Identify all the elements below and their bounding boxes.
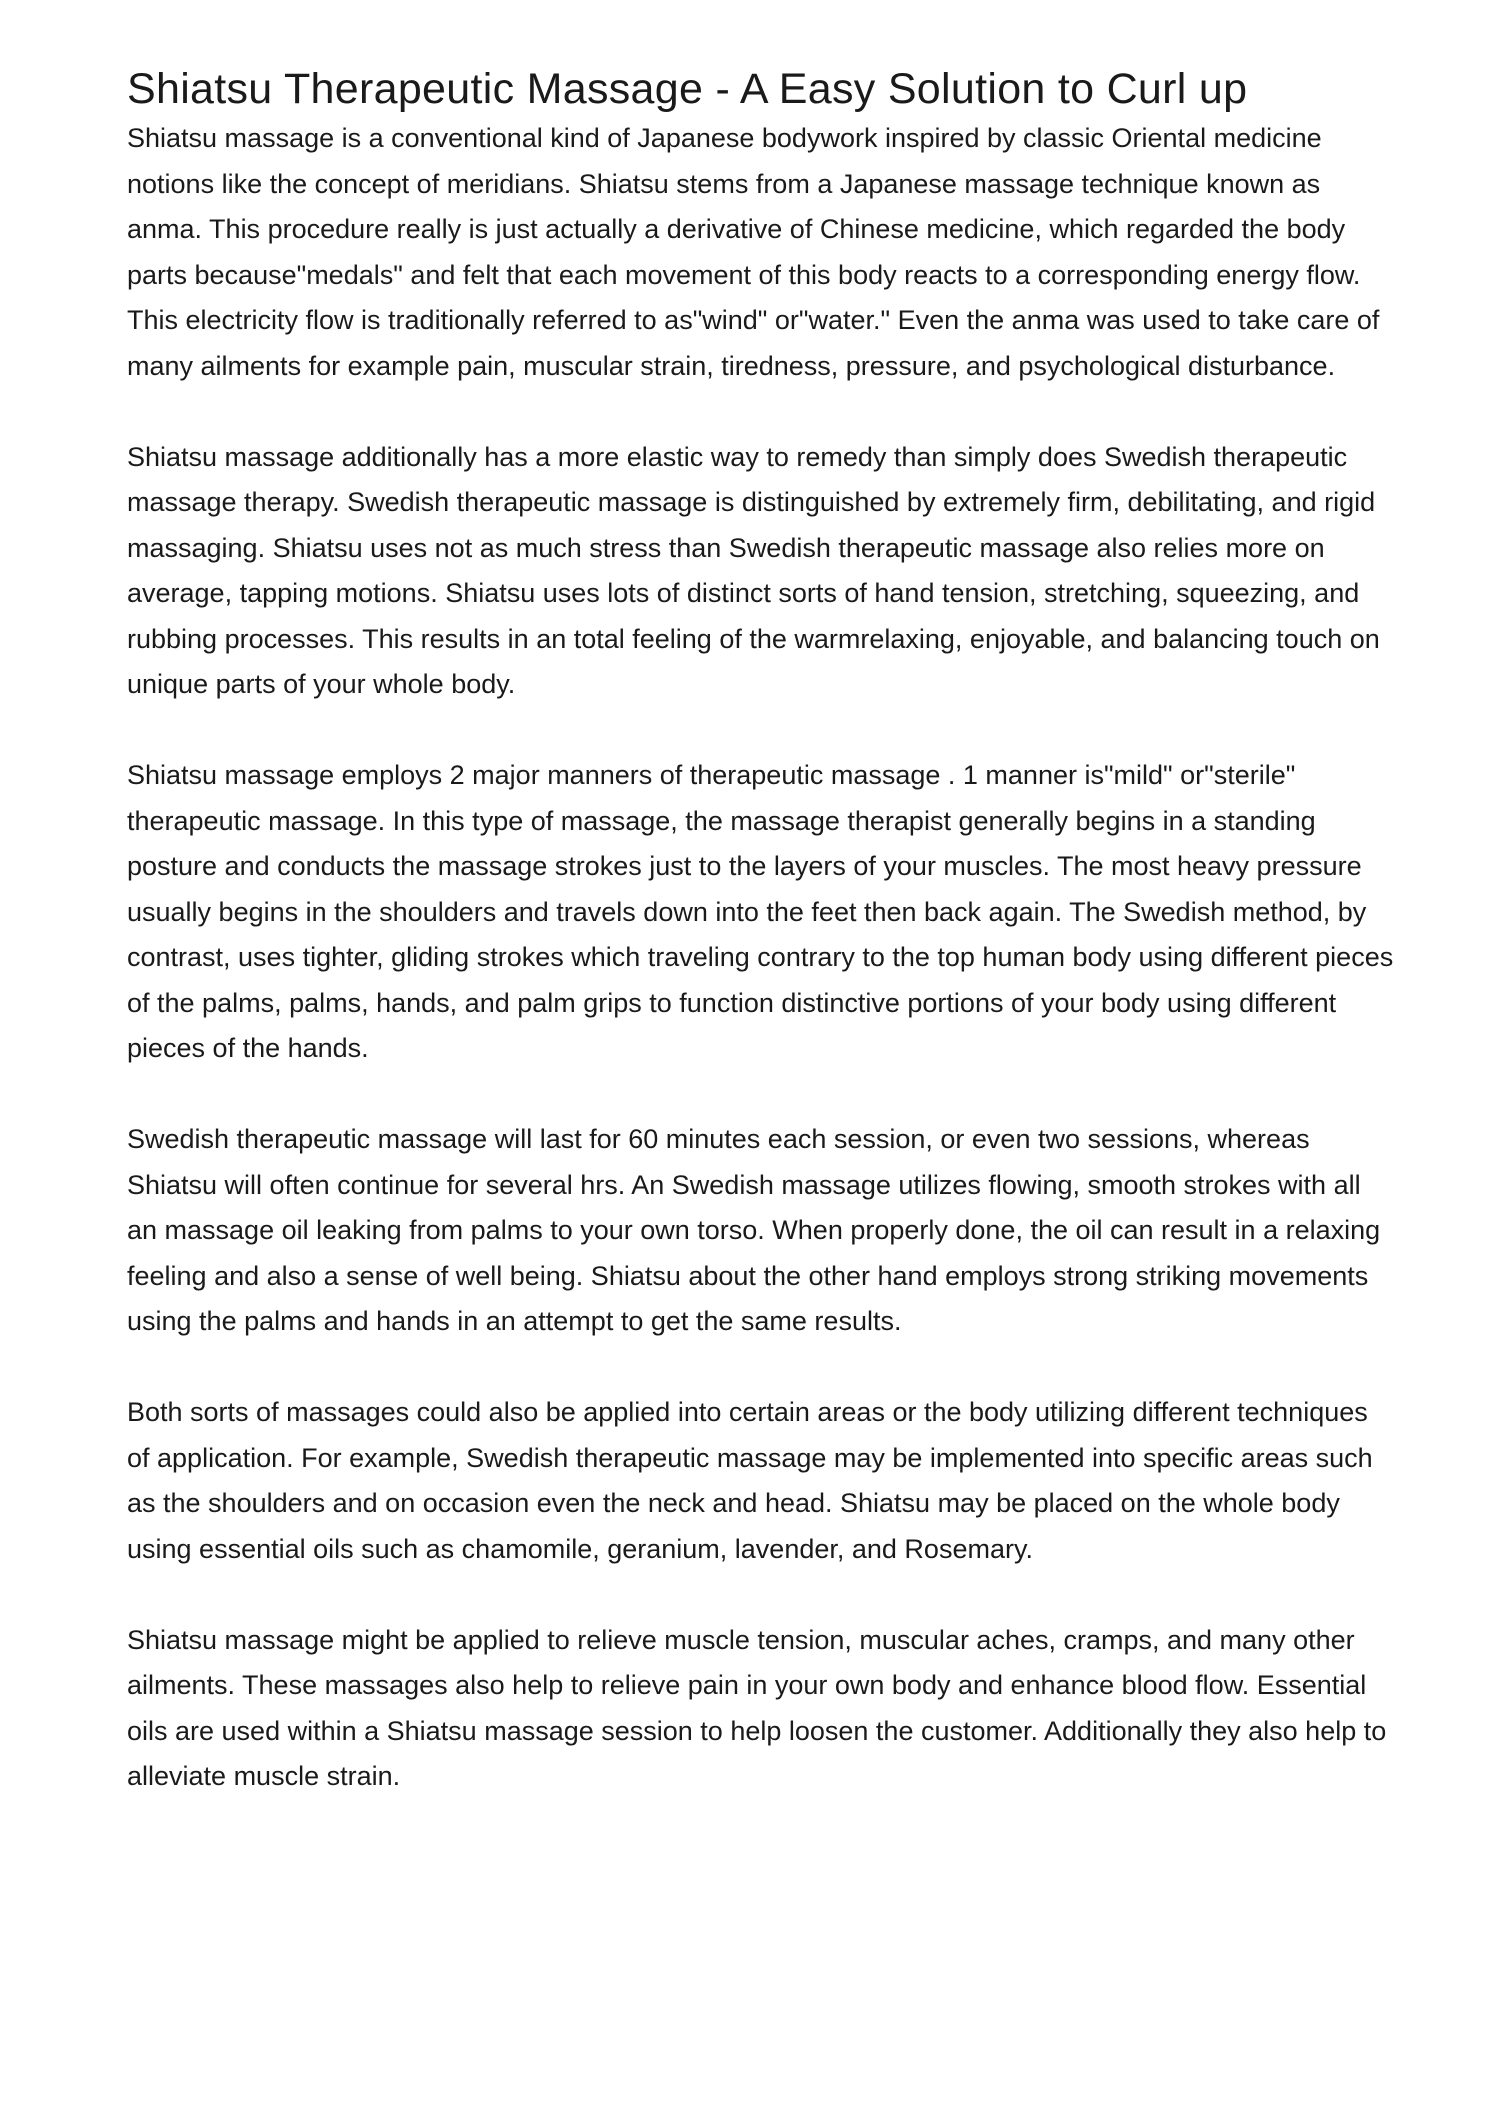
paragraph-2: Shiatsu massage additionally has a more elastic way to remedy than simply does Swedish therapeutic massage therapy. Swedish therapeutic massage is distinguished by extremely firm, debilitating, and rigid massaging. Shiatsu uses not as much stress than Swedish therapeutic massage also relies more on average, tapping motions. Shiatsu uses lots of distinct sorts of hand tension, stretching, squeezing, and rubbing processes. This results in an total feeling of the warmrelaxing, enjoyable, and balancing touch on unique parts of your whole body.: [127, 441, 1380, 699]
paragraph-5: Both sorts of massages could also be applied into certain areas or the body utilizing different techniques of application. For example, Swedish therapeutic massage may be implemented into specific areas such as the shoulders and on occasion even the neck and head. Shiatsu may be placed on the whole body using essential oils such as chamomile, geranium, lavender, and Rosemary.: [127, 1397, 1373, 1564]
paragraph-1: Shiatsu massage is a conventional kind of Japanese bodywork inspired by classic Oriental medicine notions like the concept of meridians. Shiatsu stems from a Japanese massage technique known as anma. This procedure really is just actually a derivative of Chinese medicine, which regarded the body parts because"medals" and felt that each movement of this body reacts to a corresponding energy flow. This electricity flow is traditionally referred to as"wind" or"water." Even the anma was used to take care of many ailments for example pain, muscular strain, tiredness, pressure, and psychological disturbance.: [127, 123, 1380, 381]
paragraph-4: Swedish therapeutic massage will last for 60 minutes each session, or even two sessions, whereas Shiatsu will often continue for several hrs. An Swedish massage utilizes flowing, smooth strokes with all an massage oil leaking from palms to your own torso. When properly done, the oil can result in a relaxing feeling and also a sense of well being. Shiatsu about the other hand employs strong striking movements using the palms and hands in an attempt to get the same results.: [127, 1124, 1381, 1336]
paragraph-6: Shiatsu massage might be applied to relieve muscle tension, muscular aches, cramps, and many other ailments. These massages also help to relieve pain in your own body and enhance blood flow. Essential oils are used within a Shiatsu massage session to help loosen the customer. Additionally they also help to alleviate muscle strain.: [127, 1624, 1387, 1791]
paragraph-3: Shiatsu massage employs 2 major manners of therapeutic massage . 1 manner is"mild" or"sterile" therapeutic massage. In this type of massage, the massage therapist generally begins in a standing posture and conducts the massage strokes just to the layers of your muscles. The most heavy pressure usually begins in the shoulders and travels down into the feet then back again. The Swedish method, by contrast, uses tighter, gliding strokes which traveling contrary to the top human body using different pieces of the palms, palms, hands, and palm grips to function distinctive portions of your body using different pieces of the hands.: [127, 760, 1394, 1063]
document-title: Shiatsu Therapeutic Massage - A Easy Solution to Curl up: [127, 65, 1248, 113]
document-page: [127, 62, 1397, 1845]
